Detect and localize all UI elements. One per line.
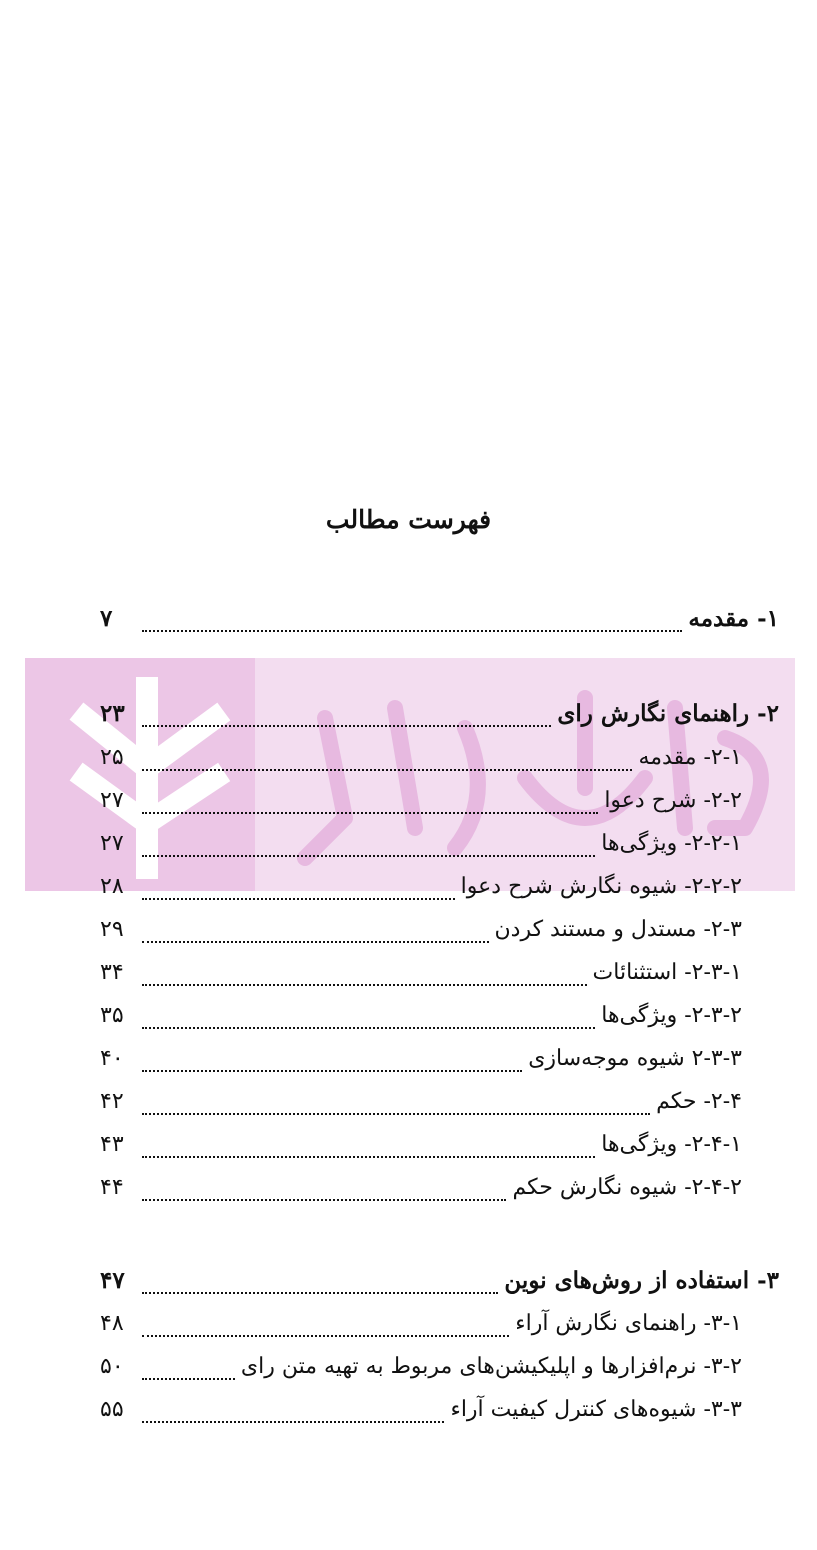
toc-chapter-row xyxy=(100,598,779,638)
toc-entry-label: ۳- استفاده از روش‌های نوین xyxy=(504,1266,779,1294)
toc-entry-label: ۲- راهنمای نگارش رای xyxy=(557,699,779,727)
toc-page-number: ۳۴ xyxy=(100,959,124,985)
toc-page-number: ۴۳ xyxy=(100,1131,124,1157)
toc-section-row xyxy=(100,866,742,906)
toc-entry-label: ۳-۱- راهنمای نگارش آراء xyxy=(515,1310,742,1336)
dot-leader xyxy=(142,1199,506,1201)
toc-page-number: ۲۳ xyxy=(100,699,125,727)
toc-section-row xyxy=(100,1303,742,1343)
toc-page-number: ۷ xyxy=(100,604,113,632)
toc-entry-label: ۳-۳- شیوه‌های کنترل کیفیت آراء xyxy=(450,1396,742,1422)
toc-section-row xyxy=(100,1167,742,1207)
toc-page-number: ۳۵ xyxy=(100,1002,124,1028)
dot-leader xyxy=(142,1113,650,1115)
toc-entry-label: ۳-۲- نرم‌افزارها و اپلیکیشن‌های مربوط به تهیه متن رای xyxy=(240,1353,742,1379)
toc-page-number: ۴۷ xyxy=(100,1266,125,1294)
toc-entry-label: ۲-۳-۲- ویژگی‌ها xyxy=(601,1002,742,1028)
toc-section-row xyxy=(100,909,742,949)
toc-section-row xyxy=(100,780,742,820)
page-title: فهرست مطالب xyxy=(325,505,492,534)
toc-chapter-row xyxy=(100,693,779,733)
dot-leader xyxy=(142,1378,235,1380)
toc-section-row xyxy=(100,737,742,777)
toc-entry-label: ۲-۴-۱- ویژگی‌ها xyxy=(601,1131,742,1157)
toc-section-row xyxy=(100,1081,742,1121)
dot-leader xyxy=(142,898,455,900)
toc-entry-label: ۲-۲- شرح دعوا xyxy=(604,787,742,813)
toc-entry-label: ۲-۲-۲- شیوه نگارش شرح دعوا xyxy=(460,873,742,899)
toc-entry-label: ۲-۴- حکم xyxy=(656,1088,742,1114)
dot-leader xyxy=(142,1156,595,1158)
toc-page-number: ۴۴ xyxy=(100,1174,124,1200)
toc-page-number: ۲۸ xyxy=(100,873,124,899)
toc-page-number: ۲۹ xyxy=(100,916,124,942)
toc-page-number: ۵۰ xyxy=(100,1353,124,1379)
toc-section-row xyxy=(100,1038,742,1078)
toc-section-row xyxy=(100,1389,742,1429)
toc-page-number: ۵۵ xyxy=(100,1396,124,1422)
toc-section-row xyxy=(100,952,742,992)
toc-entry-label: ۲-۴-۲- شیوه نگارش حکم xyxy=(512,1174,742,1200)
toc-entry-label: ۲-۳- مستدل و مستند کردن xyxy=(494,916,742,942)
dot-leader xyxy=(142,725,551,727)
toc-section-row xyxy=(100,823,742,863)
toc-entry-label: ۲-۳-۱- استثنائات xyxy=(592,959,742,985)
dot-leader xyxy=(142,1335,509,1337)
toc-entry-label: ۱- مقدمه xyxy=(688,604,779,632)
toc-page-number: ۴۲ xyxy=(100,1088,124,1114)
dot-leader xyxy=(142,812,598,814)
dot-leader xyxy=(142,984,587,986)
toc-entry-label: ۲-۳-۳ شیوه موجه‌سازی xyxy=(528,1045,742,1071)
dot-leader xyxy=(142,941,489,943)
toc-chapter-row xyxy=(100,1260,779,1300)
toc-entry-label: ۲-۲-۱- ویژگی‌ها xyxy=(601,830,742,856)
toc-section-row xyxy=(100,1124,742,1164)
dot-leader xyxy=(142,630,682,632)
toc-page-number: ۴۸ xyxy=(100,1310,124,1336)
toc-section-row xyxy=(100,995,742,1035)
toc-page-number: ۲۵ xyxy=(100,744,124,770)
dot-leader xyxy=(142,1070,522,1072)
toc-page-number: ۴۰ xyxy=(100,1045,124,1071)
dot-leader xyxy=(142,1421,444,1423)
dot-leader xyxy=(142,1027,595,1029)
toc-page-number: ۲۷ xyxy=(100,830,124,856)
toc-page-number: ۲۷ xyxy=(100,787,124,813)
dot-leader xyxy=(142,855,595,857)
toc-section-row xyxy=(100,1346,742,1386)
dot-leader xyxy=(142,1292,498,1294)
dot-leader xyxy=(142,769,632,771)
toc-entry-label: ۲-۱- مقدمه xyxy=(638,744,742,770)
